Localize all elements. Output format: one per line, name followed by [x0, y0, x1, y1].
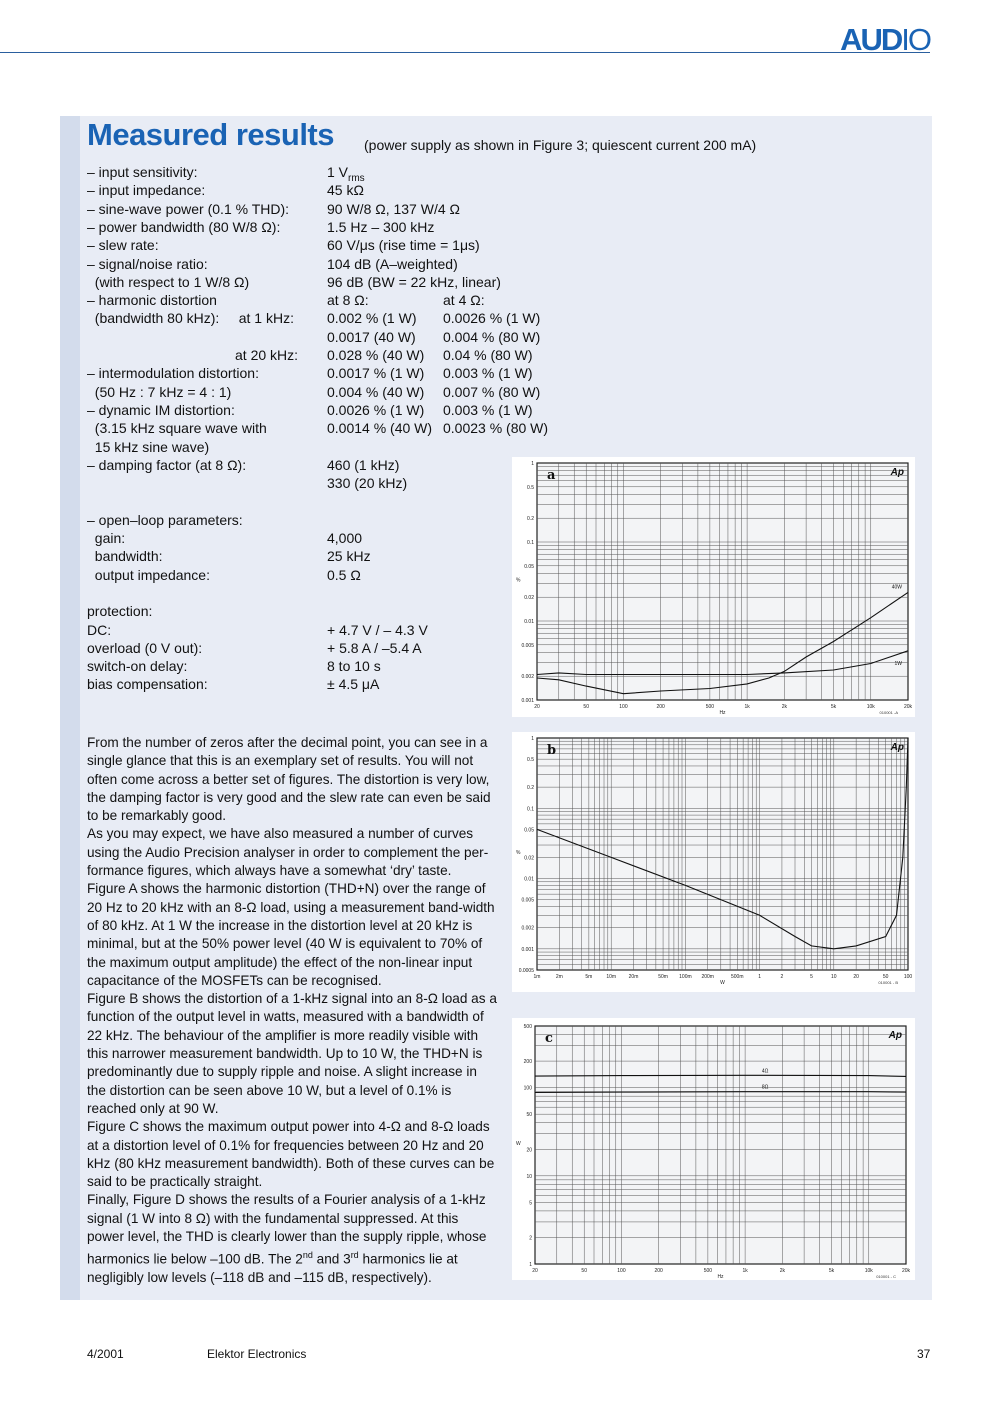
y-tick-label: 0.01 — [524, 619, 534, 625]
spec-value: 0.002 % (1 W) — [327, 310, 417, 327]
x-tick-label: 100 — [619, 704, 628, 710]
paragraph: Finally, Figure D shows the results of a Fourier analysis of a 1-kHz signal (1 W into 8 Ω) with the fundamental suppressed. At this power level, the THD is clearly lower than the supply ripple, whose harmonics lie below –100 dB. The 2nd and 3rd harmonics lie at negligibly low levels (–118 dB and –115 dB, respectively). — [87, 1192, 487, 1286]
y-tick-label: 0.1 — [527, 540, 534, 546]
logo-thin-text: IO — [901, 22, 930, 57]
spec-label: DC: — [87, 621, 112, 638]
footer-magazine: Elektor Electronics — [207, 1347, 307, 1361]
x-tick-label: 500 — [703, 1268, 713, 1274]
spec-value: + 4.7 V / – 4.3 V — [327, 621, 428, 638]
section-logo — [840, 22, 930, 58]
spec-label: – input impedance: — [87, 182, 206, 199]
x-tick-label: 200 — [654, 1268, 663, 1274]
y-tick-label: 0.5 — [527, 757, 534, 764]
spec-label: – open–loop parameters: — [87, 511, 243, 528]
panel-left-band — [60, 116, 80, 1300]
spec-value: at 8 Ω: — [327, 292, 369, 309]
y-tick-label: 10 — [526, 1173, 532, 1180]
series-label: 4Ω — [761, 1068, 769, 1075]
graph-c — [512, 1018, 915, 1280]
spec-value: 1.5 Hz – 300 kHz — [327, 218, 435, 235]
chart-svg — [512, 732, 915, 992]
footer-page-number: 37 — [917, 1347, 931, 1361]
plot-area — [535, 1026, 906, 1264]
spec-value: 45 kΩ — [327, 182, 364, 199]
plot-area — [537, 463, 908, 700]
graph-a — [512, 457, 915, 717]
panel-letter: c — [545, 1031, 553, 1046]
spec-value: 96 dB (BW = 22 kHz, linear) — [327, 273, 501, 290]
y-axis-label: % — [516, 577, 521, 584]
x-tick-label: 100m — [679, 974, 692, 980]
x-tick-label: 5k — [828, 1268, 835, 1274]
spec-value: 25 kHz — [327, 548, 371, 565]
spec-value: 330 (20 kHz) — [327, 475, 408, 492]
x-tick-label: 20k — [901, 1268, 911, 1274]
y-tick-label: 5 — [529, 1200, 532, 1207]
spec-label: protection: — [87, 603, 153, 620]
series-label: 8Ω — [761, 1084, 769, 1091]
series-label: 40W — [891, 584, 902, 591]
x-tick-label: 20k — [903, 704, 913, 710]
spec-value: 8 to 10 s — [327, 658, 381, 675]
x-tick-label: 50 — [583, 704, 589, 710]
y-tick-label: 1 — [531, 736, 534, 742]
spec-label: (3.15 kHz square wave with — [87, 420, 267, 437]
spec-value: 0.004 % (40 W) — [327, 383, 425, 400]
x-tick-label: 200 — [656, 704, 665, 710]
logo-bold-text: AUD — [840, 22, 902, 57]
y-tick-label: 0.002 — [521, 674, 534, 681]
spec-label: – damping factor (at 8 Ω): — [87, 456, 247, 473]
chart-svg — [512, 1018, 915, 1280]
spec-label: at 20 kHz: — [235, 347, 299, 363]
x-tick-label: 2m — [555, 974, 563, 980]
x-tick-label: 50 — [882, 974, 889, 980]
x-tick-label: 50 — [581, 1268, 587, 1274]
x-tick-label: 5 — [810, 974, 813, 980]
x-tick-label: 500 — [705, 704, 715, 710]
spec-value-4ohm: 0.0023 % (80 W) — [443, 420, 549, 437]
paragraph: As you may expect, we have also measured a number of curves using the Audio Precision analyser in order to complement the per-formance figures, which always have a somewhat ‘dry’ taste. — [87, 826, 489, 879]
x-tick-label: 20m — [628, 974, 639, 980]
spec-label: bandwidth: — [87, 548, 163, 565]
spec-value: 0.0026 % (1 W) — [327, 401, 425, 418]
spec-value-subscript: rms — [348, 172, 365, 184]
x-tick-label: 2k — [779, 1268, 785, 1274]
paragraph: From the number of zeros after the decimal point, you can see in a single glance that this is an exemplary set of results. You will not often come across a better set of figures. The distortion is very low, the damping factor is very good and the slew rate can even be said to be remarkably good. — [87, 735, 491, 824]
spec-label: gain: — [87, 530, 126, 546]
y-tick-label: 0.005 — [521, 642, 534, 649]
spec-value-4ohm: 0.003 % (1 W) — [443, 365, 533, 382]
y-tick-label: 1 — [531, 461, 534, 467]
x-tick-label: 1k — [744, 704, 750, 710]
x-tick-label: 10k — [864, 1268, 873, 1274]
spec-label: – input sensitivity: — [87, 164, 198, 180]
x-tick-label: 1 — [758, 974, 761, 980]
spec-value: ± 4.5 μA — [327, 676, 380, 693]
y-tick-label: 0.02 — [524, 855, 534, 862]
figure-code: 010001 - C — [876, 1274, 896, 1279]
figure-code: 010001 - B — [878, 980, 898, 985]
spec-label: (with respect to 1 W/8 Ω) — [87, 273, 250, 290]
spec-label: – harmonic distortion — [87, 292, 217, 309]
y-tick-label: 0.005 — [521, 897, 534, 904]
brand-mark: Ap — [888, 1030, 902, 1041]
y-axis-label: W — [516, 1141, 521, 1147]
panel-letter: b — [547, 743, 557, 758]
footer-issue: 4/2001 — [87, 1347, 124, 1361]
paragraph: Figure A shows the harmonic distortion (THD+N) over the range of 20 Hz to 20 kHz with an 8-Ω load, using a measurement band-width of 80 kHz. At 1 W the increase in the distortion level at 20 kHz is minimal, but at the 50% power level (40 W is equivalent to 70% of the maximum output amplitude) the effect of the non-linear input capacitance of the MOSFETs can be recognised. — [87, 881, 495, 988]
spec-value: 104 dB (A–weighted) — [327, 255, 458, 272]
spec-label: (50 Hz : 7 kHz = 4 : 1) — [87, 383, 232, 400]
spec-label: – slew rate: — [87, 237, 159, 254]
x-tick-label: 100 — [617, 1268, 626, 1274]
spec-label: – sine-wave power (0.1 % THD): — [87, 200, 290, 217]
spec-value: 460 (1 kHz) — [327, 456, 400, 473]
spec-label: – intermodulation distortion: — [87, 365, 259, 382]
x-tick-label: 100 — [903, 974, 913, 980]
spec-label: – signal/noise ratio: — [87, 255, 208, 272]
x-axis-label: W — [720, 980, 725, 986]
y-tick-label: 0.2 — [527, 785, 534, 792]
spec-value: 0.5 Ω — [327, 566, 361, 583]
spec-value-4ohm: 0.0026 % (1 W) — [443, 310, 541, 327]
x-tick-label: 10k — [866, 704, 875, 710]
spec-label: – power bandwidth (80 W/8 Ω): — [87, 218, 281, 235]
y-tick-label: 0.002 — [521, 925, 534, 932]
x-tick-label: 1m — [533, 974, 541, 980]
spec-value: 4,000 — [327, 530, 363, 546]
x-tick-label: 500m — [731, 974, 744, 980]
spec-value-4ohm: 0.007 % (80 W) — [443, 383, 541, 400]
spec-value-4ohm: 0.04 % (80 W) — [443, 347, 533, 363]
x-tick-label: 10m — [606, 974, 617, 980]
brand-mark: Ap — [890, 742, 904, 753]
header-rule — [0, 52, 930, 53]
spec-value: 60 V/μs (rise time = 1μs) — [327, 237, 480, 254]
graph-b — [512, 732, 915, 992]
y-tick-label: 0.01 — [524, 876, 534, 883]
y-tick-label: 2 — [529, 1235, 532, 1242]
spec-value-4ohm: at 4 Ω: — [443, 292, 485, 309]
spec-value: + 5.8 A / –5.4 A — [327, 639, 422, 656]
article-body — [87, 734, 497, 1287]
spec-value-4ohm: 0.004 % (80 W) — [443, 328, 541, 345]
x-tick-label: 2k — [781, 704, 787, 710]
spec-label: output impedance: — [87, 566, 210, 583]
y-tick-label: 0.001 — [521, 698, 534, 704]
y-tick-label: 0.2 — [527, 516, 534, 523]
x-tick-label: 2 — [780, 974, 784, 980]
page-subtitle: (power supply as shown in Figure 3; quiescent current 200 mA) — [364, 137, 757, 153]
x-tick-label: 20 — [532, 1268, 538, 1274]
plot-area — [537, 738, 908, 970]
x-tick-label: 1k — [742, 1268, 748, 1274]
x-axis-label: Hz — [717, 1274, 724, 1280]
spec-value-4ohm: 0.003 % (1 W) — [443, 401, 533, 418]
spec-label: overload (0 V out): — [87, 639, 203, 656]
y-tick-label: 200 — [523, 1059, 532, 1066]
x-tick-label: 200m — [701, 974, 714, 980]
x-tick-label: 20 — [534, 704, 540, 710]
x-tick-label: 50m — [658, 974, 668, 980]
y-tick-label: 500 — [523, 1024, 532, 1030]
y-tick-label: 20 — [526, 1147, 532, 1154]
series-label: 1W — [894, 660, 902, 667]
spec-value: 0.028 % (40 W) — [327, 347, 425, 363]
panel-letter: a — [547, 468, 556, 483]
paragraph: Figure C shows the maximum output power into 4-Ω and 8-Ω loads at a distortion level of 0.1% for frequencies between 20 Hz and 20 kHz (80 kHz measurement bandwidth). Both of these curves can be said to be practically straight. — [87, 1119, 495, 1190]
y-tick-label: 0.05 — [524, 563, 534, 570]
page-title: Measured results — [87, 117, 334, 152]
x-tick-label: 5m — [585, 974, 593, 980]
y-tick-label: 100 — [523, 1085, 532, 1092]
spec-label: switch-on delay: — [87, 658, 188, 675]
spec-value: 1 $V_{rms}$ — [327, 164, 365, 184]
spec-label: bias compensation: — [87, 676, 208, 693]
figure-code: 010001 -A — [879, 710, 898, 715]
y-tick-label: 50 — [526, 1112, 532, 1119]
spec-label: (bandwidth 80 kHz): at 1 kHz: — [87, 310, 294, 327]
y-axis-label: % — [516, 850, 521, 856]
x-tick-label: 5k — [830, 704, 837, 710]
spec-value: 0.0017 (40 W) — [327, 328, 416, 345]
spec-value: 0.0017 % (1 W) — [327, 365, 425, 382]
y-tick-label: 1 — [529, 1262, 532, 1268]
x-tick-label: 20 — [853, 974, 859, 980]
y-tick-label: 0.1 — [527, 806, 534, 813]
y-tick-label: 0.5 — [527, 484, 534, 491]
paragraph: Figure B shows the distortion of a 1-kHz signal into an 8-Ω load as a function of the output level in watts, measured with a bandwidth of 22 kHz. The behaviour of the amplifier is more readily visible with this narrower measurement bandwidth. Up to 10 W, the THD+N is predominantly due to supply ripple and noise. A slight increase in the distortion can be seen above 10 W, but a level of 0.1% is reached only at 90 W. — [87, 991, 497, 1116]
chart-svg — [512, 457, 915, 717]
brand-mark: Ap — [890, 467, 904, 478]
spec-label: – dynamic IM distortion: — [87, 401, 235, 418]
spec-label: 15 kHz sine wave) — [87, 438, 210, 455]
x-axis-label: Hz — [719, 710, 726, 716]
x-tick-label: 10 — [831, 974, 837, 980]
y-tick-label: 0.0005 — [518, 968, 534, 974]
spec-value: 0.0014 % (40 W) — [327, 420, 433, 437]
spec-value: 90 W/8 Ω, 137 W/4 Ω — [327, 200, 460, 217]
y-tick-label: 0.02 — [524, 595, 534, 602]
y-tick-label: 0.001 — [521, 946, 534, 953]
y-tick-label: 0.05 — [524, 827, 534, 834]
